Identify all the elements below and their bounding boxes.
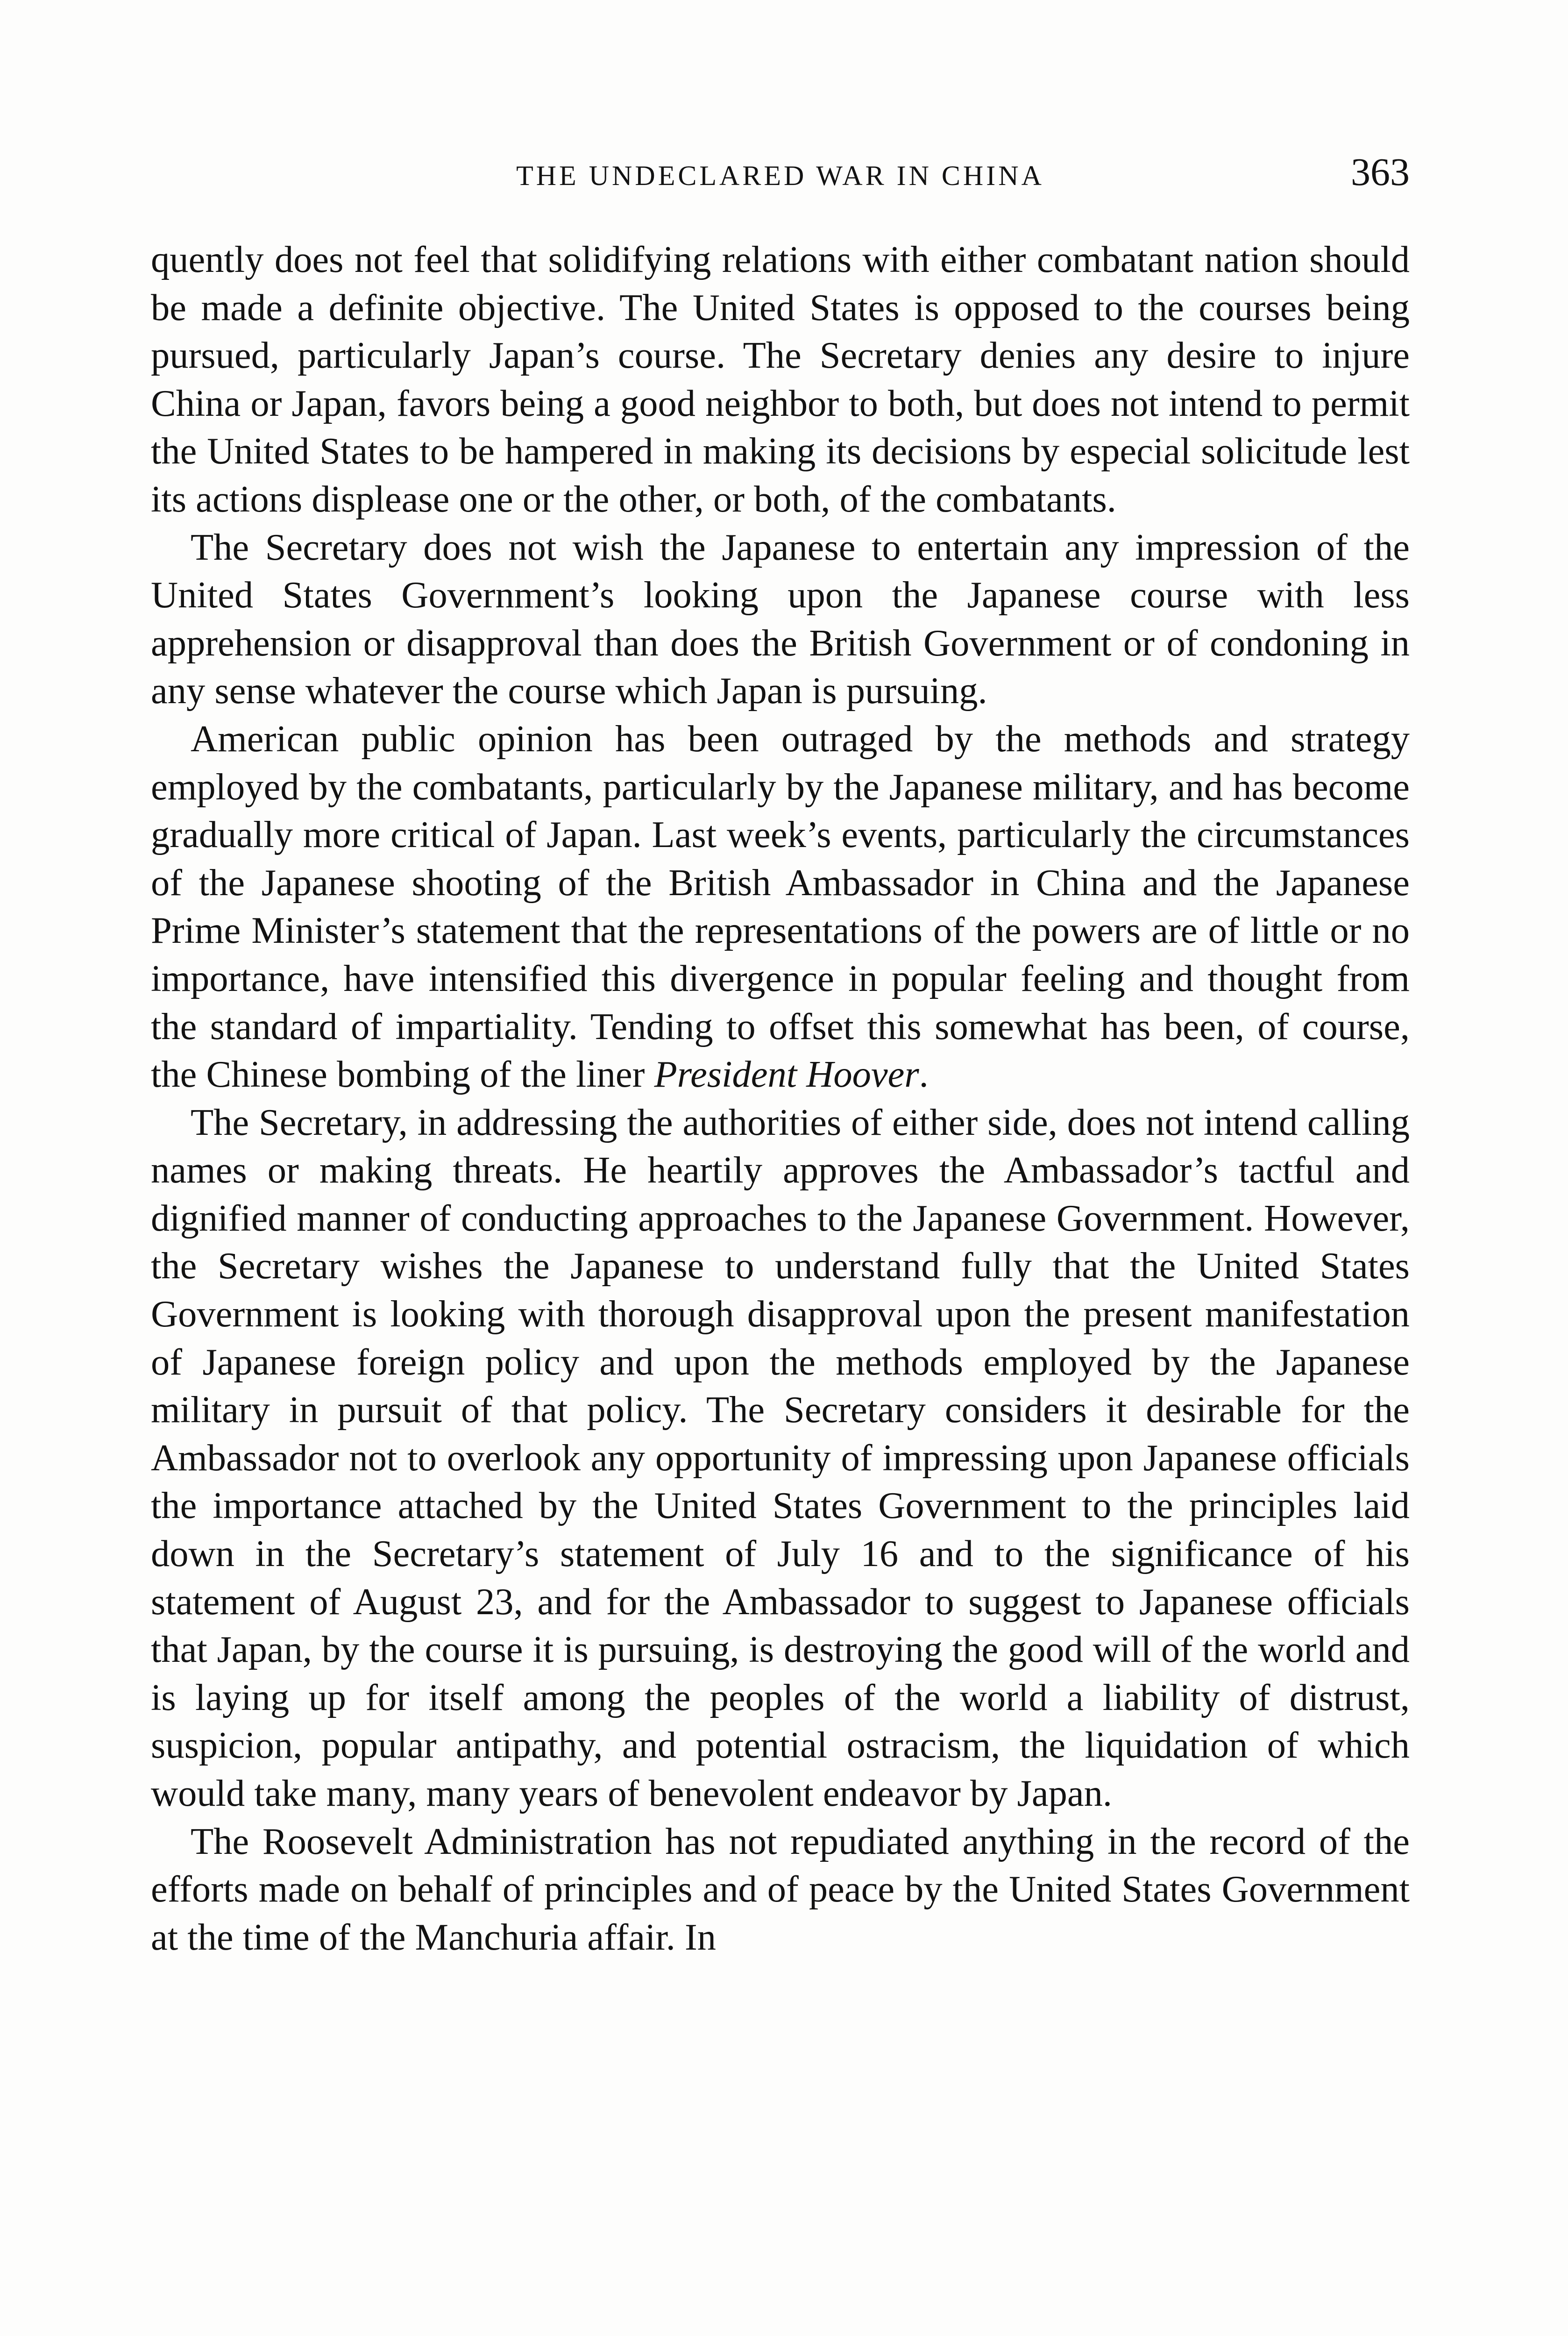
body-text [151, 236, 1410, 1961]
paragraph-public-opinion [151, 715, 1410, 1099]
paragraph-public-opinion-end: . [919, 1054, 929, 1096]
running-head: THE UNDECLARED WAR IN CHINA [516, 160, 1044, 191]
paragraph-secretary-approach: The Secretary, in addressing the authorities of either side, does not intend calling names or making threats. He heartily approves the Ambassador’s tactful and dignified manner of conducting approaches to the Japanese Government. However, the Secretary wishes the Japanese to understand fully that the United States Government is looking with thorough disapproval upon the present manifestation of Japanese foreign policy and upon the methods employed by the Japanese military in pursuit of that policy. The Secretary considers it desirable for the Ambassador not to overlook any opportunity of impressing upon Japanese officials the importance attached by the United States Government to the principles laid down in the Secretary’s statement of July 16 and to the significance of his statement of August 23, and for the Ambassador to suggest to Japanese officials that Japan, by the course it is pursuing, is destroying the good will of the world and is laying up for itself among the peoples of the world a liability of distrust, suspicion, popular antipathy, and potential ostracism, the liquidation of which would take many, many years of benevolent endeavor by Japan. [151, 1101, 1410, 1814]
ship-name-italic: President Hoover [654, 1054, 919, 1096]
paragraph-continued: quently does not feel that solidifying relations with either combatant nation should be made a definite objective. The United States is opposed to the courses being pursued, particularly Japan’s course. The Secretary denies any desire to injure China or Japan, favors being a good neighbor to both, but does not intend to permit the United States to be hampered in making its decisions by especial solicitude lest its actions displease one or the other, or both, of the combatants. [151, 239, 1410, 520]
page-header [151, 150, 1410, 201]
page-number: 363 [1351, 150, 1410, 194]
paragraph-roosevelt-administration: The Roosevelt Administration has not repudiated anything in the record of the efforts made on behalf of principles and of peace by the United States Government at the time of the Manchuria affair. In [151, 1820, 1410, 1958]
paragraph-japanese-impression: The Secretary does not wish the Japanese to entertain any impression of the United States Government’s looking upon the Japanese course with less apprehension or disapproval than does the British Government or of condoning in any sense whatever the course which Japan is pursuing. [151, 526, 1410, 712]
paragraph-public-opinion-text: American public opinion has been outraged by the methods and strategy employed by the combatants, particularly by the Japanese military, and has become gradually more critical of Japan. Last week’s events, particularly the circumstances of the Japanese shooting of the British Ambassador in China and the Japanese Prime Minister’s statement that the representations of the powers are of little or no importance, have intensified this divergence in popular feeling and thought from the standard of impartiality. Tending to offset this somewhat has been, of course, the Chinese bombing of the liner [151, 718, 1410, 1096]
